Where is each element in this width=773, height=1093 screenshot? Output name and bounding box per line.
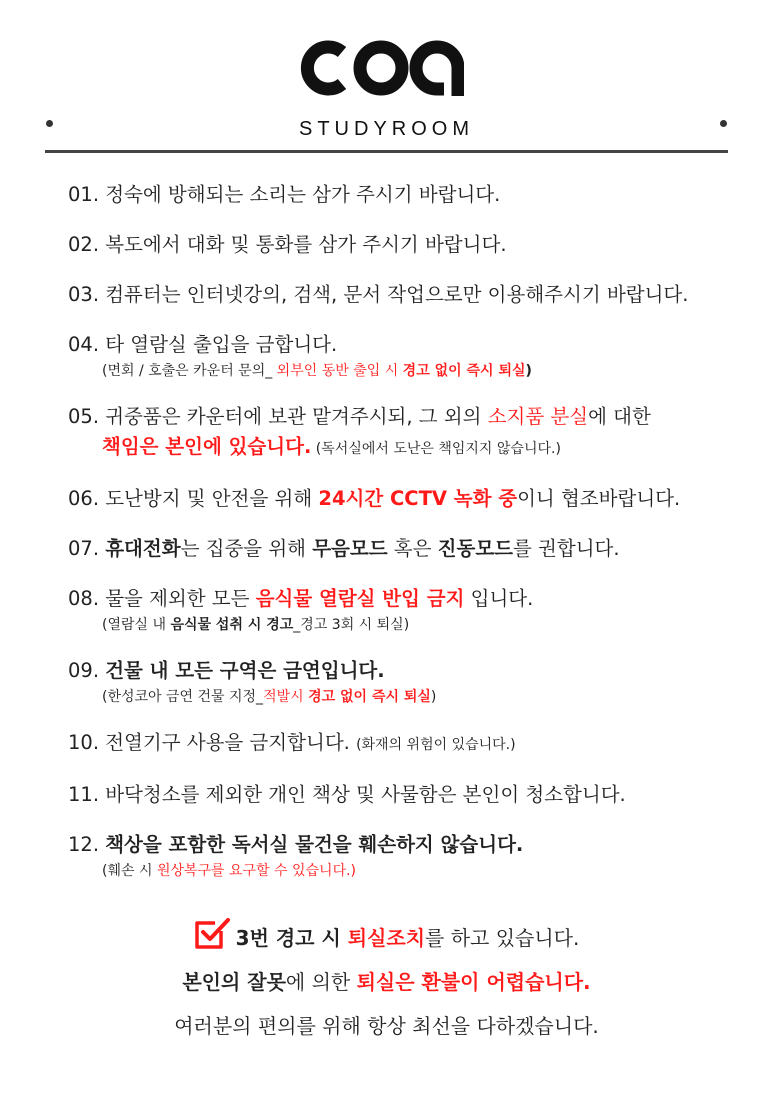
rule-text: 복도에서 대화 및 통화를 삼가 주시기 바랍니다.	[105, 233, 507, 256]
decorative-dot-right	[720, 120, 727, 127]
rule-note: (열람실 내 음식물 섭취 시 경고_경고 3회 시 퇴실)	[102, 617, 410, 633]
checkbox-check-icon	[194, 917, 230, 951]
rule-note: (한성코아 금연 건물 지정_적발시 경고 없이 즉시 퇴실)	[102, 689, 437, 705]
rule-03: 03. 컴퓨터는 인터넷강의, 검색, 문서 작업으로만 이용해주시기 바랍니다.	[68, 283, 689, 306]
rule-05: 05. 귀중품은 카운터에 보관 맡겨주시되, 그 외의 소지품 분실에 대한 책임은 본인에 있습니다. (독서실에서 도난은 책임지지 않습니다.)	[68, 405, 651, 458]
rule-10: 10. 전열기구 사용을 금지합니다. (화재의 위험이 있습니다.)	[68, 731, 516, 754]
rule-note: (훼손 시 원상복구를 요구할 수 있습니다.)	[102, 863, 357, 879]
decorative-dot-left	[46, 120, 53, 127]
coa-logo	[296, 40, 464, 96]
rule-04: 04. 타 열람실 출입을 금합니다. (면회 / 호출은 카운터 문의_ 외부인 동반 출입 시 경고 없이 즉시 퇴실)	[68, 330, 758, 382]
footer-line-2: 본인의 잘못에 의한 퇴실은 환불이 어렵습니다.	[182, 970, 591, 994]
rule-09: 09. 건물 내 모든 구역은 금연입니다. (한성코아 금연 건물 지정_적발시 경고 없이 즉시 퇴실)	[68, 656, 758, 708]
rules-list	[68, 180, 758, 902]
rule-text: 바닥청소를 제외한 개인 책상 및 사물함은 본인이 청소합니다.	[105, 783, 626, 806]
rule-06: 06. 도난방지 및 안전을 위해 24시간 CCTV 녹화 중이니 협조바랍니다.	[68, 487, 681, 510]
rule-12: 12. 책상을 포함한 독서실 물건을 훼손하지 않습니다. (훼손 시 원상복구를 요구할 수 있습니다.)	[68, 830, 758, 882]
footer-notice	[0, 916, 773, 1048]
rule-02: 02. 복도에서 대화 및 통화를 삼가 주시기 바랍니다.	[68, 233, 507, 256]
footer-line-3: 여러분의 편의를 위해 항상 최선을 다하겠습니다.	[174, 1014, 599, 1038]
rule-text: 컴퓨터는 인터넷강의, 검색, 문서 작업으로만 이용해주시기 바랍니다.	[105, 283, 689, 306]
rule-text: 정숙에 방해되는 소리는 삼가 주시기 바랍니다.	[105, 183, 501, 206]
brand-subtitle: STUDYROOM	[299, 118, 474, 140]
rule-07: 07. 휴대전화는 집중을 위해 무음모드 혹은 진동모드를 권합니다.	[68, 537, 620, 560]
rule-text: 건물 내 모든 구역은 금연입니다.	[105, 659, 385, 682]
rule-text: 책상을 포함한 독서실 물건을 훼손하지 않습니다.	[105, 833, 524, 856]
rule-08: 08. 물을 제외한 모든 음식물 열람실 반입 금지 입니다. (열람실 내 음식물 섭취 시 경고_경고 3회 시 퇴실)	[68, 584, 758, 636]
footer-line-1: 3번 경고 시 퇴실조치를 하고 있습니다.	[0, 916, 773, 960]
rule-note: (면회 / 호출은 카운터 문의_ 외부인 동반 출입 시 경고 없이 즉시 퇴실)	[102, 363, 532, 379]
rule-01: 01. 정숙에 방해되는 소리는 삼가 주시기 바랍니다.	[68, 183, 501, 206]
header-divider	[45, 150, 728, 153]
rule-11: 11. 바닥청소를 제외한 개인 책상 및 사물함은 본인이 청소합니다.	[68, 783, 626, 806]
rule-text: 타 열람실 출입을 금합니다.	[105, 333, 338, 356]
